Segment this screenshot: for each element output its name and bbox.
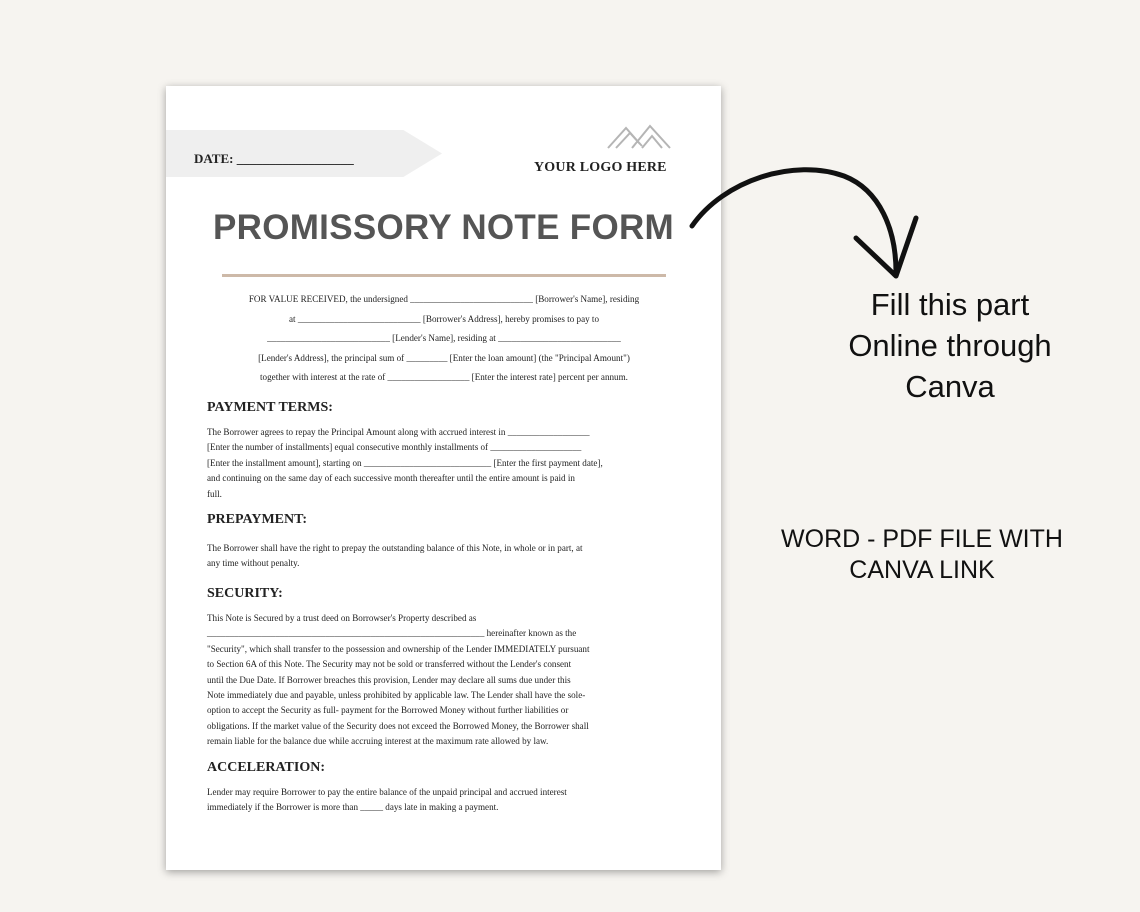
security-body xyxy=(207,611,687,750)
document-title: PROMISSORY NOTE FORM xyxy=(212,208,675,247)
body-line: This Note is Secured by a trust deed on Borrowser's Property described as xyxy=(207,613,477,623)
intro-line: FOR VALUE RECEIVED, the undersigned ___________________________ [Borrower's Name], residing xyxy=(248,294,640,304)
body-line: remain liable for the balance due while accruing interest at the maximum rate allowed by law. xyxy=(207,736,549,747)
intro-line: ___________________________ [Lender's Name], residing at ___________________________ xyxy=(267,333,621,343)
date-field: DATE: __________________ xyxy=(194,151,354,166)
body-line: The Borrower shall have the right to prepay the outstanding balance of this Note, in whole or in part, at xyxy=(207,543,583,553)
mountain-logo-icon xyxy=(606,122,672,150)
fill-instruction-callout xyxy=(800,284,1100,407)
body-line: option to accept the Security as full- payment for the Borrowed Money without further liabilities or xyxy=(207,705,569,716)
prepayment-body xyxy=(207,541,687,572)
body-line: obligations. If the market value of the Security does not exceed the Borrowed Money, the Borrower shall xyxy=(207,720,589,731)
body-line: [Enter the number of installments] equal consecutive monthly installments of ____________________ xyxy=(207,442,582,453)
body-line: Lender may require Borrower to pay the entire balance of the unpaid principal and accrued interest xyxy=(207,787,567,797)
callout-line: Canva xyxy=(905,369,995,404)
format-line: CANVA LINK xyxy=(849,556,995,584)
body-line: [Enter the installment amount], starting on ____________________________ [Enter the first payment date], xyxy=(207,457,603,468)
body-line: "Security", which shall transfer to the possession and ownership of the Lender IMMEDIATELY pursuant xyxy=(207,643,590,654)
security-heading: SECURITY: xyxy=(207,586,283,601)
body-line: and continuing on the same day of each successive month thereafter until the entire amount is paid in xyxy=(207,473,575,484)
body-line: until the Due Date. If Borrower breaches this provision, Lender may declare all sums due under this xyxy=(207,674,571,685)
body-line: any time without penalty. xyxy=(207,558,300,569)
intro-paragraph xyxy=(202,290,686,388)
body-line: The Borrower agrees to repay the Principal Amount along with accrued interest in __________________ xyxy=(207,427,590,437)
title-divider xyxy=(222,274,666,277)
logo-placeholder-text: YOUR LOGO HERE xyxy=(534,160,667,175)
format-line: WORD - PDF FILE WITH xyxy=(781,525,1063,553)
intro-line: [Lender's Address], the principal sum of _________ [Enter the loan amount] (the "Principal Amount") xyxy=(258,352,630,363)
payment-terms-body xyxy=(207,425,687,502)
body-line: immediately if the Borrower is more than _____ days late in making a payment. xyxy=(207,802,499,813)
prepayment-heading: PREPAYMENT: xyxy=(207,512,308,527)
body-line: full. xyxy=(207,488,222,499)
body-line: Note immediately due and payable, unless prohibited by applicable law. The Lender shall have the sole- xyxy=(207,690,586,701)
body-line: _____________________________________________________________ hereinafter known as the xyxy=(207,628,577,639)
document-page xyxy=(166,86,721,870)
body-line: to Section 6A of this Note. The Security may not be sold or transferred without the Lender's consent xyxy=(207,659,572,670)
acceleration-body xyxy=(207,785,687,816)
payment-terms-heading: PAYMENT TERMS: xyxy=(207,400,333,415)
callout-line: Fill this part xyxy=(870,287,1030,322)
file-format-note xyxy=(760,524,1084,586)
callout-line: Online through xyxy=(848,328,1052,363)
curved-arrow-icon xyxy=(684,160,924,290)
acceleration-heading: ACCELERATION: xyxy=(207,760,325,775)
intro-line: together with interest at the rate of __________________ [Enter the interest rate] percent per annum. xyxy=(260,372,628,382)
intro-line: at ___________________________ [Borrower's Address], hereby promises to pay to xyxy=(288,313,600,324)
